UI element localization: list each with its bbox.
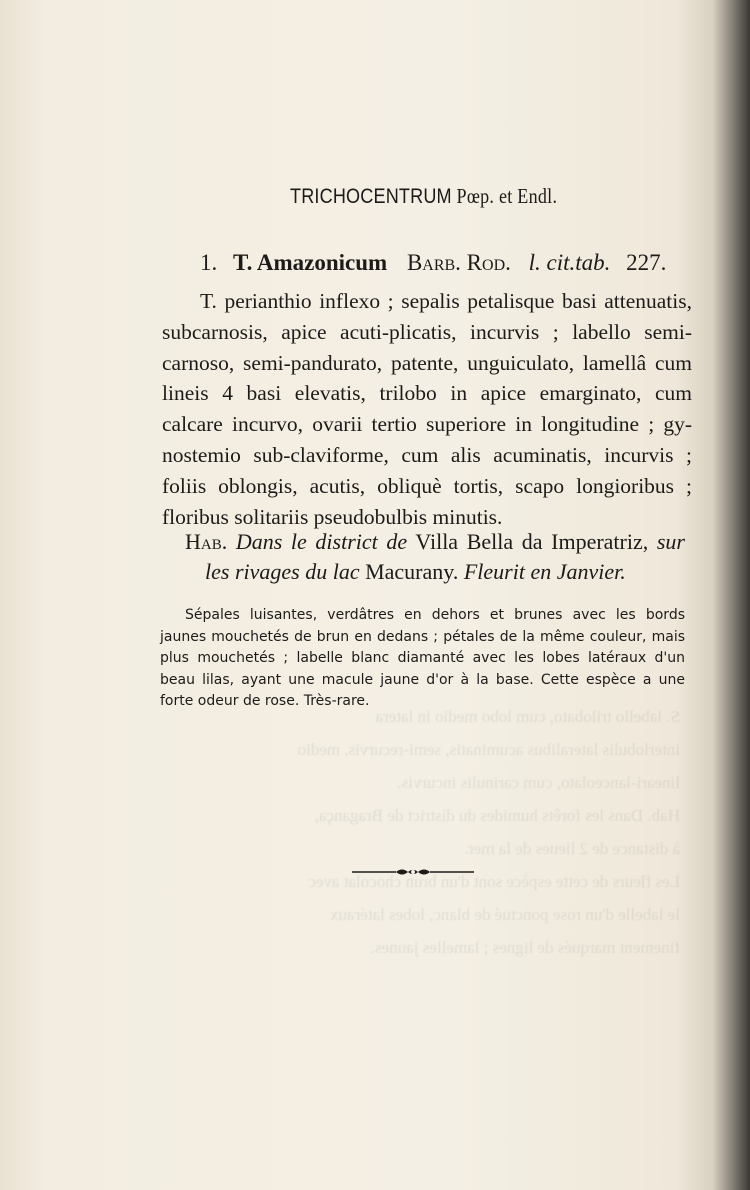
species-name: T. Amazonicum — [233, 250, 388, 275]
note-line: forte odeur de rose. Très-rare. — [160, 693, 370, 709]
species-citation: l. cit.tab. — [528, 250, 611, 275]
plate-number: 227. — [626, 250, 667, 275]
note-line: plus mouchetés ; labelle blanc diamanté avec les lobes latéraux d'un — [160, 650, 685, 666]
habitat-text: Dans le district de — [235, 529, 408, 554]
habitat-line-2 — [185, 557, 685, 587]
note-line: beau lilas, ayant une macule jaune d'or à la base. Cette espèce a une — [160, 671, 685, 688]
entry-number: 1. — [200, 250, 218, 275]
habitat-line-1 — [185, 527, 685, 557]
note-line: jaunes mouchetés de brun en dedans ; pétales de la même couleur, mais — [160, 628, 685, 645]
habitat-text: sur — [656, 529, 685, 554]
species-authority: Barb. Rod. — [406, 250, 511, 275]
habitat-text: les rivages du lac — [205, 559, 360, 584]
genus-name: TRICHOCENTRUM — [290, 185, 452, 208]
description-line: calcare incurvo, ovarii tertio superiore in longitudine ; gy- — [162, 412, 692, 437]
description-line: nostemio sub-claviforme, cum alis acuminatis, incurvis ; — [162, 442, 692, 467]
species-entry — [200, 250, 666, 276]
note-line: Sépales luisantes, verdâtres en dehors et brunes avec les bords — [185, 607, 685, 623]
french-note — [160, 605, 685, 713]
description-line: lineis 4 basi elevatis, trilobo in apice emarginato, cum — [162, 381, 692, 406]
description-line: foliis oblongis, acutis, obliquè tortis, scapo longioribus ; — [162, 473, 692, 498]
genus-heading — [290, 184, 557, 209]
habitat-paragraph — [185, 527, 685, 587]
habitat-label: Hab. — [185, 529, 228, 554]
description-line: subcarnosis, apice acuti-plicatis, incurvis ; labello semi- — [162, 319, 692, 344]
flowering-time: Fleurit en Janvier. — [463, 559, 626, 584]
habitat-place: Villa Bella da Imperatriz, — [415, 529, 649, 554]
description-line: floribus solitariis pseudobulbis minutis. — [162, 504, 503, 529]
printer-ornament-rule-icon — [352, 864, 474, 880]
description-line: carnoso, semi-pandurato, patente, unguiculato, lamellâ cum — [162, 350, 692, 375]
genus-authors: Pœp. et Endl. — [456, 184, 558, 208]
habitat-place: Macurany. — [365, 559, 459, 584]
latin-description — [162, 286, 692, 532]
description-line: T. perianthio inflexo ; sepalis petalisque basi attenuatis, — [200, 289, 692, 313]
show-through-bleed: S. labello trilobato, cum lobo medio in latera interlobulis lateralibus acuminatis, semi-recurvis, medio lineari-lanceolato, cum carinulis incurvis. Hab. Dans les forêts humides du district de Bragança, à distance de 2 lieues de la mer. Les fleurs de cette espèce sont d'un brun chocolat avec le labelle d'un rose ponctué de blanc, lobes latéraux finement marqués de lignes ; lamelles jaunes. — [297, 707, 680, 957]
